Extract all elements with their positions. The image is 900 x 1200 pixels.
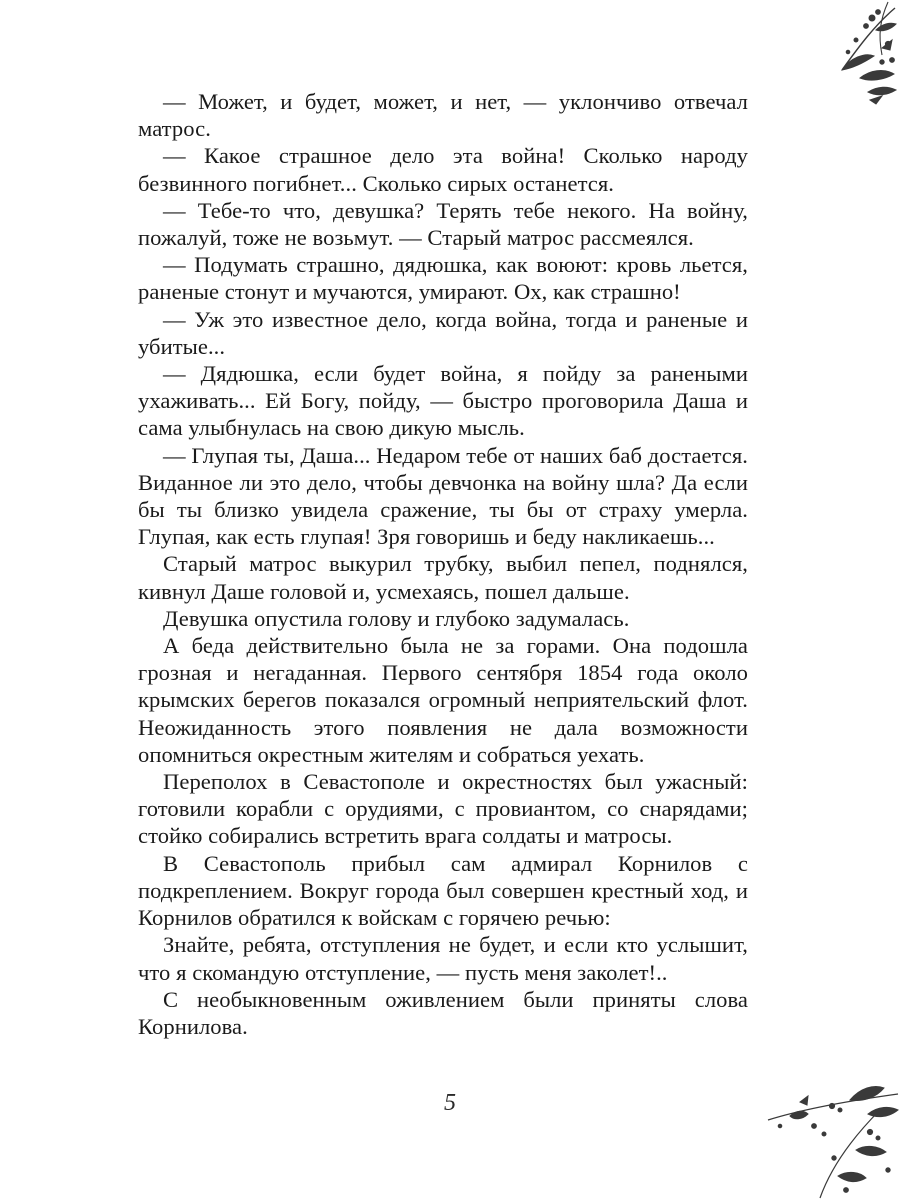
paragraph: Знайте, ребята, отступления не будет, и если кто услышит, что я скомандую отступление, — пусть меня заколет!..: [138, 932, 748, 985]
paragraph: Девушка опустила голову и глубоко задумалась.: [163, 605, 630, 631]
paragraph: В Севастополь прибыл сам адмирал Корнилов с подкреплением. Вокруг города был совершен крестный ход, и Корнилов обратился к войскам с горячею речью:: [138, 850, 748, 931]
paragraph: — Глупая ты, Даша... Недаром тебе от наших баб достается. Виданное ли это дело, чтобы девчонка на войну шла? Да если бы ты близко увидела сражение, ты бы от страху умерла. Глупая, как есть глупая! Зря говоришь и беду накликаешь...: [138, 442, 749, 550]
floral-ornament-top-icon: [770, 0, 900, 110]
paragraph: А беда действительно была не за горами. Она подошла грозная и негаданная. Первого сентября 1854 года около крымских берегов показался огромный неприятельский флот. Неожиданность этого появления не дала возможности опомниться окрестным жителям и собраться уехать.: [138, 633, 748, 767]
paragraph: С необыкновенным оживлением были приняты слова Корнилова.: [138, 986, 748, 1039]
main-text: [138, 88, 748, 1040]
paragraph: Переполох в Севастополе и окрестностях был ужасный: готовили корабли с орудиями, с провиантом, со снарядами; стойко собирались встретить врага солдаты и матросы.: [138, 769, 748, 849]
paragraph: — Какое страшное дело эта война! Сколько народу безвинного погибнет... Сколько сирых останется.: [138, 143, 748, 196]
paragraph: — Может, и будет, может, и нет, — уклончиво отвечал матрос.: [138, 89, 748, 142]
paragraph: Старый матрос выкурил трубку, выбил пепел, поднялся, кивнул Даше головой и, усмехаясь, пошел дальше.: [138, 551, 748, 604]
paragraph: — Дядюшка, если будет война, я пойду за ранеными ухаживать... Ей Богу, пойду, — быстро проговорила Даша и сама улыбнулась на свою дикую мысль.: [138, 361, 748, 441]
page-number: 5: [444, 1090, 456, 1116]
floral-ornament-bottom-icon: [760, 1080, 900, 1200]
paragraph: — Уж это известное дело, когда война, тогда и раненые и убитые...: [138, 306, 748, 359]
paragraph: — Тебе-то что, девушка? Терять тебе некого. На войну, пожалуй, тоже не возьмут. — Старый матрос рассмеялся.: [138, 197, 748, 251]
paragraph: — Подумать страшно, дядюшка, как воюют: кровь льется, раненые стонут и мучаются, умирают. Ох, как страшно!: [138, 252, 748, 305]
